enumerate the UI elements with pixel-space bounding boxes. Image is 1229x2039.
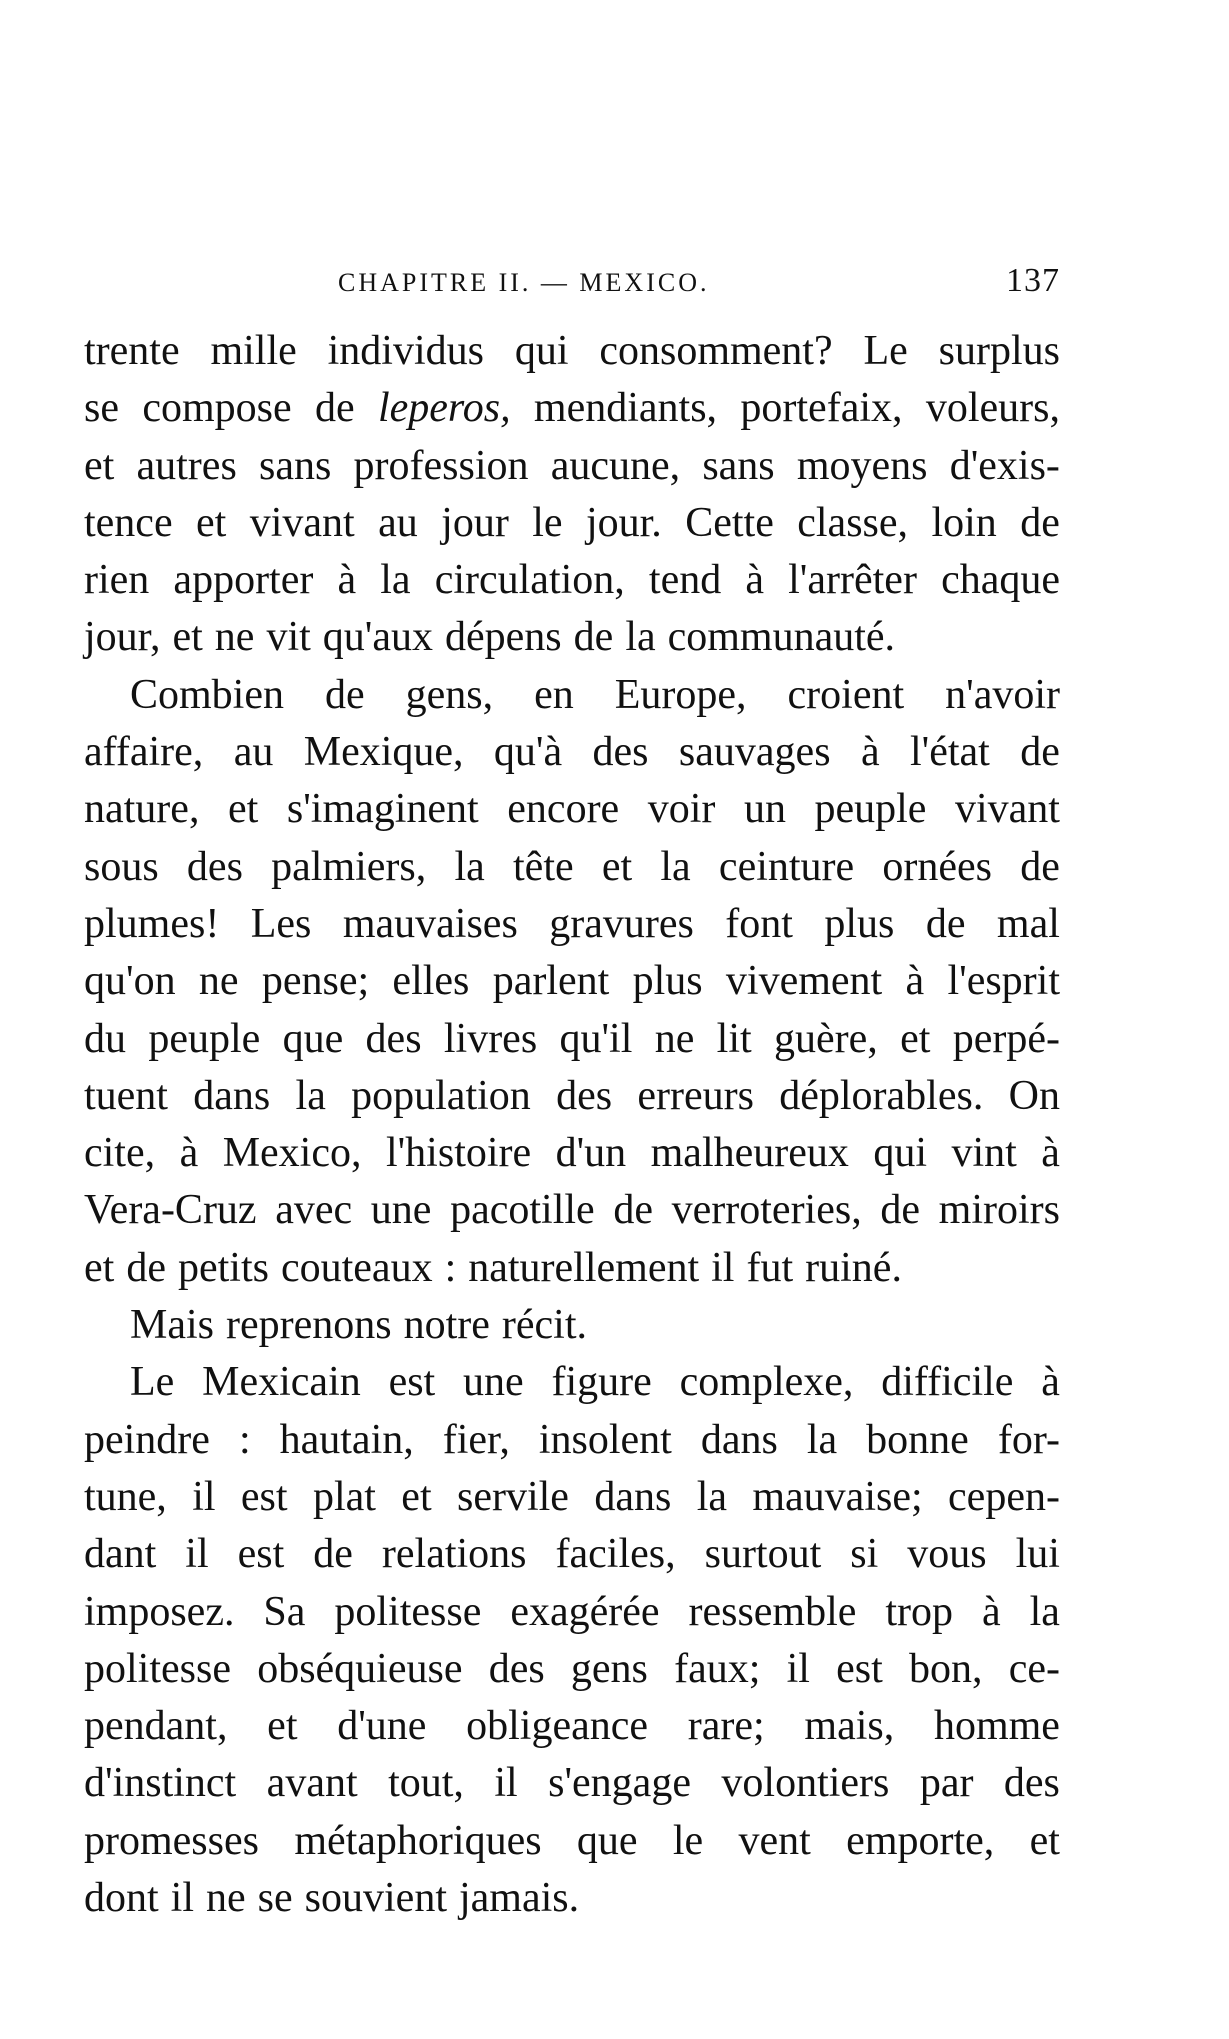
text-word: mendiants, [533, 385, 718, 432]
text-word: plus [632, 958, 703, 1005]
text-word: classe, [797, 499, 909, 546]
text-word: profession [353, 442, 529, 489]
text-word: ornées [882, 843, 993, 890]
text-word: apporter [173, 557, 314, 604]
text-word: qui [873, 1130, 928, 1177]
text-line [84, 1297, 1060, 1354]
text-word: ne [198, 958, 239, 1005]
text-word: au [233, 729, 274, 776]
text-word: obséquieuse [257, 1645, 463, 1692]
text-word: ceinture [718, 843, 855, 890]
text-line [84, 953, 1060, 1010]
text-word: tune, [84, 1473, 167, 1520]
text-word: de [126, 1244, 166, 1291]
text-word: et [228, 786, 259, 833]
text-word: cite, [84, 1130, 156, 1177]
text-word: d'instinct [84, 1760, 237, 1807]
text-word: lui [1015, 1531, 1060, 1578]
text-word: vit [266, 614, 311, 661]
text-word: Vera-Cruz [84, 1187, 257, 1234]
text-word: dont [84, 1875, 159, 1922]
text-word: politesse [84, 1645, 231, 1692]
text-word: plus [824, 900, 895, 947]
text-word: vent [738, 1817, 811, 1864]
text-word: il [786, 1645, 810, 1692]
text-word: naturellement [468, 1244, 700, 1291]
text-word: en [534, 671, 574, 718]
text-word: des [365, 1015, 422, 1062]
text-word: insolent [538, 1416, 672, 1463]
text-word: à [905, 958, 925, 1005]
text-word: trop [885, 1588, 954, 1635]
text-word: Cette [685, 499, 774, 546]
text-word: il [494, 1760, 518, 1807]
text-word: Le [130, 1359, 175, 1406]
text-line [84, 1412, 1060, 1469]
text-word: verroteries, [671, 1187, 862, 1234]
text-word: des [1003, 1760, 1060, 1807]
text-word: gens [570, 1645, 648, 1692]
text-word: promesses [84, 1817, 259, 1864]
text-word: Les [250, 900, 312, 947]
text-word: pacotille [450, 1187, 595, 1234]
text-word: de [1020, 729, 1060, 776]
text-word: faux; [674, 1645, 761, 1692]
text-word: fut [746, 1244, 794, 1291]
text-word: perpé- [952, 1015, 1060, 1062]
text-word: jour [441, 499, 509, 546]
text-word: qui [514, 328, 569, 374]
text-word: que [576, 1817, 638, 1864]
text-word: ne [206, 1875, 246, 1922]
running-head [338, 262, 1060, 302]
text-word: affaire, [84, 729, 204, 776]
text-word: cepen- [948, 1473, 1060, 1520]
text-word: à [179, 1130, 199, 1177]
text-word: d'un [555, 1130, 627, 1177]
text-word: est [240, 1473, 288, 1520]
text-word: de [1020, 843, 1060, 890]
text-word: population [351, 1072, 531, 1119]
text-word: croient [787, 671, 905, 718]
text-line [84, 724, 1060, 781]
text-word: sous [84, 843, 159, 890]
text-word: plumes! [84, 900, 220, 947]
text-word: la [625, 614, 656, 661]
text-word: Sa [263, 1588, 306, 1635]
text-word: vivant [249, 499, 355, 546]
text-word: la [696, 1473, 727, 1520]
text-word: nature, [84, 786, 200, 833]
text-word: font [725, 900, 793, 947]
text-word: pendant, [84, 1703, 228, 1750]
page-number: 137 [1006, 262, 1060, 299]
text-word: ce- [1008, 1645, 1060, 1692]
text-line [84, 1526, 1060, 1583]
text-line [84, 323, 1060, 380]
text-word: imposez. [84, 1588, 235, 1635]
text-line [84, 896, 1060, 953]
text-word: obligeance [466, 1703, 649, 1750]
text-word: palmiers, [271, 843, 427, 890]
text-word: n'avoir [945, 671, 1060, 718]
text-word: relations [381, 1531, 527, 1578]
text-line [84, 1240, 1060, 1297]
text-word: vivant [955, 786, 1060, 833]
text-word: tête [513, 843, 574, 890]
text-word: moyens [796, 442, 928, 489]
text-word: tout, [388, 1760, 464, 1807]
text-word: faciles, [555, 1531, 676, 1578]
text-word: une [463, 1359, 524, 1406]
text-word: bon, [909, 1645, 983, 1692]
text-word: dépens [445, 614, 562, 661]
text-word: l'histoire [385, 1130, 532, 1177]
text-word: loin [931, 499, 997, 546]
text-word: des [592, 729, 649, 776]
text-word: petits [177, 1244, 269, 1291]
text-line [84, 1755, 1060, 1812]
text-word: complexe, [679, 1359, 854, 1406]
text-word: par [919, 1760, 974, 1807]
text-word: miroirs [938, 1187, 1060, 1234]
text-line [84, 1813, 1060, 1870]
text-line [84, 1068, 1060, 1125]
text-word: la [660, 843, 691, 890]
text-word: de [314, 385, 355, 432]
text-word: gravures [549, 900, 694, 947]
text-word: rien [84, 557, 150, 604]
text-word: compose [142, 385, 292, 432]
text-word: : [444, 1244, 457, 1291]
text-line [84, 1125, 1060, 1182]
text-word: et [196, 499, 227, 546]
text-word: reprenons [226, 1302, 392, 1349]
text-word: du [84, 1015, 126, 1062]
text-word: peuple [814, 786, 927, 833]
text-word: mais, [804, 1703, 895, 1750]
text-word: erreurs [637, 1072, 754, 1119]
text-word: est [836, 1645, 883, 1692]
text-word: circulation, [434, 557, 625, 604]
text-word: fier, [442, 1416, 510, 1463]
text-word: l'état [909, 729, 990, 776]
text-word: de [573, 614, 614, 661]
text-word: guère, [774, 1015, 878, 1062]
text-line [84, 552, 1060, 609]
text-word: si [850, 1531, 879, 1578]
text-word: livres [443, 1015, 538, 1062]
text-line [84, 1584, 1060, 1641]
text-word: à [860, 729, 880, 776]
text-word: et [401, 1473, 432, 1520]
text-line [84, 667, 1060, 724]
text-word: consomment? [599, 328, 833, 374]
text-word: qu'à [493, 729, 563, 776]
text-word: à [745, 557, 765, 604]
text-word: le [532, 499, 563, 546]
text-word: tend [648, 557, 722, 604]
text-line [84, 781, 1060, 838]
text-word: surtout [704, 1531, 822, 1578]
text-word: Mexique, [303, 729, 464, 776]
text-word: un [743, 786, 786, 833]
text-word: est [388, 1359, 436, 1406]
text-word: mauvaises [342, 900, 518, 947]
text-word: avec [275, 1187, 353, 1234]
text-line [84, 1641, 1060, 1698]
text-word: homme [933, 1703, 1060, 1750]
text-word: récit. [501, 1302, 588, 1349]
text-word: couteaux [280, 1244, 433, 1291]
text-word: à [1041, 1359, 1060, 1406]
text-word: au [378, 499, 418, 546]
text-word: à [337, 557, 357, 604]
text-word: à [1041, 1130, 1060, 1177]
text-word: Europe, [614, 671, 747, 718]
text-word: de [880, 1187, 921, 1234]
text-word: jamais. [459, 1875, 580, 1922]
text-line [84, 1182, 1060, 1239]
text-word: aucune, [550, 442, 681, 489]
text-word: plat [312, 1473, 376, 1520]
text-word: l'esprit [947, 958, 1060, 1005]
text-word: souvient [304, 1875, 447, 1922]
text-word: une [370, 1187, 432, 1234]
text-word: le [672, 1817, 704, 1864]
text-word: se [257, 1875, 293, 1922]
text-word: dans [193, 1072, 271, 1119]
text-word: voleurs, [925, 385, 1060, 432]
text-word: portefaix, [740, 385, 903, 432]
text-word: dans [594, 1473, 672, 1520]
text-word: gens, [405, 671, 494, 718]
text-word: servile [456, 1473, 569, 1520]
text-word: ne [654, 1015, 695, 1062]
text-word: tuent [84, 1072, 168, 1119]
text-word: se [84, 385, 119, 432]
text-word: il [170, 1875, 195, 1922]
text-word: il [185, 1531, 209, 1578]
text-line [84, 839, 1060, 896]
text-word: parlent [492, 958, 610, 1005]
text-word: des [488, 1645, 545, 1692]
body-text [84, 323, 1060, 1927]
text-word: communauté. [667, 614, 896, 661]
text-word: tence [84, 499, 173, 546]
text-line [84, 438, 1060, 495]
text-word: jour. [585, 499, 662, 546]
text-word: et [900, 1015, 931, 1062]
text-word: à [981, 1588, 1001, 1635]
text-word: peindre [84, 1416, 210, 1463]
text-word: : [238, 1416, 251, 1463]
text-word: emporte, [846, 1817, 995, 1864]
text-word: voir [647, 786, 716, 833]
text-word: exagérée [510, 1588, 660, 1635]
text-word: de [313, 1531, 353, 1578]
text-word: peuple [148, 1015, 261, 1062]
text-line [84, 380, 1060, 437]
text-word: et [1029, 1817, 1060, 1864]
text-word: leperos, [377, 385, 511, 432]
text-word: et [601, 843, 633, 890]
text-line [84, 495, 1060, 552]
text-word: vivement [725, 958, 883, 1005]
text-word: difficile [881, 1359, 1014, 1406]
text-word: métaphoriques [294, 1817, 542, 1864]
text-word: la [380, 557, 411, 604]
text-word: dant [84, 1531, 157, 1578]
text-word: s'imaginent [286, 786, 479, 833]
text-word: vous [907, 1531, 987, 1578]
text-word: individus [327, 328, 484, 374]
text-word: de [1020, 499, 1060, 546]
text-word: encore [507, 786, 620, 833]
text-word: vint [951, 1130, 1017, 1177]
text-word: s'engage [548, 1760, 691, 1807]
text-word: la [806, 1416, 838, 1463]
text-word: de [613, 1187, 653, 1234]
text-word: la [454, 843, 485, 890]
text-word: Combien [130, 671, 284, 718]
text-line [84, 1011, 1060, 1068]
text-word: et [267, 1703, 298, 1750]
text-word: des [556, 1072, 613, 1119]
text-word: que [282, 1015, 344, 1062]
text-word: malheureux [650, 1130, 849, 1177]
text-word: volontiers [721, 1760, 890, 1807]
text-word: qu'aux [322, 614, 434, 661]
text-word: Mexico, [222, 1130, 362, 1177]
text-word: for- [997, 1416, 1060, 1463]
text-word: mauvaise; [752, 1473, 923, 1520]
text-word: et [84, 1244, 115, 1291]
text-word: pense; [261, 958, 370, 1005]
text-word: sauvages [678, 729, 831, 776]
text-word: la [295, 1072, 326, 1119]
text-word: mal [996, 900, 1060, 947]
text-word: ressemble [688, 1588, 857, 1635]
text-word: de [925, 900, 966, 947]
text-word: est [237, 1531, 285, 1578]
text-word: hautain, [279, 1416, 414, 1463]
text-word: On [1008, 1072, 1060, 1119]
text-word: surplus [938, 328, 1060, 374]
text-word: d'exis- [949, 442, 1060, 489]
text-line [84, 609, 1060, 666]
text-word: et [84, 442, 115, 489]
text-word: avant [266, 1760, 358, 1807]
text-word: jour, [84, 614, 161, 661]
text-word: figure [551, 1359, 652, 1406]
chapter-heading: CHAPITRE II. — MEXICO. [338, 268, 710, 297]
text-word: Mais [130, 1302, 214, 1349]
text-word: bonne [866, 1416, 969, 1463]
text-word: la [1029, 1588, 1060, 1635]
text-line [84, 1870, 1060, 1927]
text-word: ruiné. [805, 1244, 902, 1291]
text-word: dans [700, 1416, 778, 1463]
text-word: rare; [687, 1703, 765, 1750]
text-word: l'arrêter [788, 557, 917, 604]
text-word: sans [258, 442, 332, 489]
text-word: et [172, 614, 203, 661]
text-word: notre [403, 1302, 490, 1349]
text-word: sans [702, 442, 775, 489]
text-word: des [186, 843, 243, 890]
text-word: il [711, 1244, 735, 1291]
text-word: chaque [941, 557, 1060, 604]
text-word: ne [214, 614, 255, 661]
text-line [84, 1469, 1060, 1526]
text-word: trente [84, 328, 180, 374]
text-word: qu'on [84, 958, 176, 1005]
text-word: Le [863, 328, 908, 374]
text-word: elles [392, 958, 470, 1005]
text-line [84, 1354, 1060, 1411]
text-word: déplorables. [779, 1072, 984, 1119]
text-word: lit [716, 1015, 752, 1062]
text-word: mille [210, 328, 297, 374]
text-word: qu'il [559, 1015, 633, 1062]
text-word: de [324, 671, 365, 718]
text-word: politesse [334, 1588, 482, 1635]
text-word: autres [136, 442, 237, 489]
text-word: il [192, 1473, 216, 1520]
text-line [84, 1698, 1060, 1755]
text-word: d'une [337, 1703, 427, 1750]
text-word: Mexicain [202, 1359, 361, 1406]
